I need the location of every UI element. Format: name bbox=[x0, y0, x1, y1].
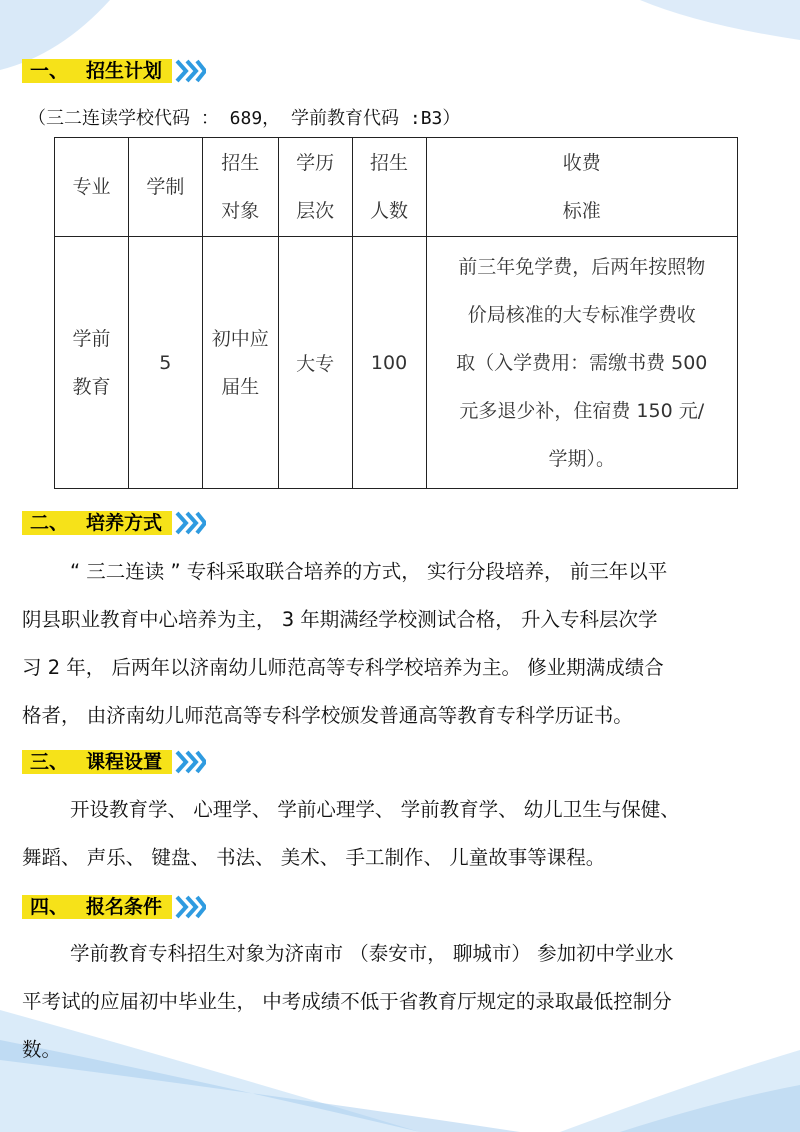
cell-major: 学前 教育 bbox=[55, 237, 129, 489]
table-header-row bbox=[55, 138, 738, 237]
requirements-paragraph: 学前教育专科招生对象为济南市 （泰安市， 聊城市） 参加初中学业水 平考试的应届初中毕业生， 中考成绩不低于省教育厅规定的录取最低控制分 数。 bbox=[22, 942, 674, 1061]
header-duration: 学制 bbox=[128, 138, 202, 237]
table-row bbox=[55, 237, 738, 489]
courses-paragraph: 开设教育学、 心理学、 学前心理学、 学前教育学、 幼儿卫生与保健、 舞蹈、 声乐、 键盘、 书法、 美术、 手工制作、 儿童故事等课程。 bbox=[22, 798, 680, 869]
section-heading-requirements bbox=[22, 893, 206, 921]
section-label: 二、 培养方式 bbox=[22, 511, 172, 535]
double-chevron-icon bbox=[174, 58, 206, 84]
double-chevron-icon bbox=[174, 510, 206, 536]
enrollment-plan-table bbox=[54, 137, 738, 489]
double-chevron-icon bbox=[174, 749, 206, 775]
cell-duration: 5 bbox=[128, 237, 202, 489]
section-label: 一、 招生计划 bbox=[22, 59, 172, 83]
cell-enroll-count: 100 bbox=[352, 237, 426, 489]
section-heading-training-mode bbox=[22, 509, 206, 537]
training-paragraph: “ 三二连读 ” 专科采取联合培养的方式， 实行分段培养， 前三年以平 阴县职业教育中心培养为主， 3 年期满经学校测试合格， 升入专科层次学 习 2 年， 后两年以济南幼儿师范高等专科学校培养为主。 修业期满成绩合 格者， 由济南幼儿师范高等专科学校颁发普通高等教育专科学历证书。 bbox=[22, 560, 668, 727]
section-label: 三、 课程设置 bbox=[22, 750, 172, 774]
double-chevron-icon bbox=[174, 894, 206, 920]
section-heading-courses bbox=[22, 748, 206, 776]
header-target: 招生 对象 bbox=[202, 138, 278, 237]
cell-target: 初中应 届生 bbox=[202, 237, 278, 489]
header-level: 学历 层次 bbox=[278, 138, 352, 237]
header-enroll-count: 招生 人数 bbox=[352, 138, 426, 237]
cell-fee: 前三年免学费，后两年按照物 价局核准的大专标准学费收 取（入学费用：需缴书费 500 元多退少补，住宿费 150 元/ 学期）。 bbox=[426, 237, 738, 489]
cell-level: 大专 bbox=[278, 237, 352, 489]
header-fee: 收费 标准 bbox=[426, 138, 738, 237]
header-major: 专业 bbox=[55, 138, 129, 237]
section-heading-enrollment-plan bbox=[22, 57, 206, 85]
school-code-line: （三二连读学校代码 ： 689， 学前教育代码 :B3） bbox=[28, 108, 461, 129]
section-label: 四、 报名条件 bbox=[22, 895, 172, 919]
